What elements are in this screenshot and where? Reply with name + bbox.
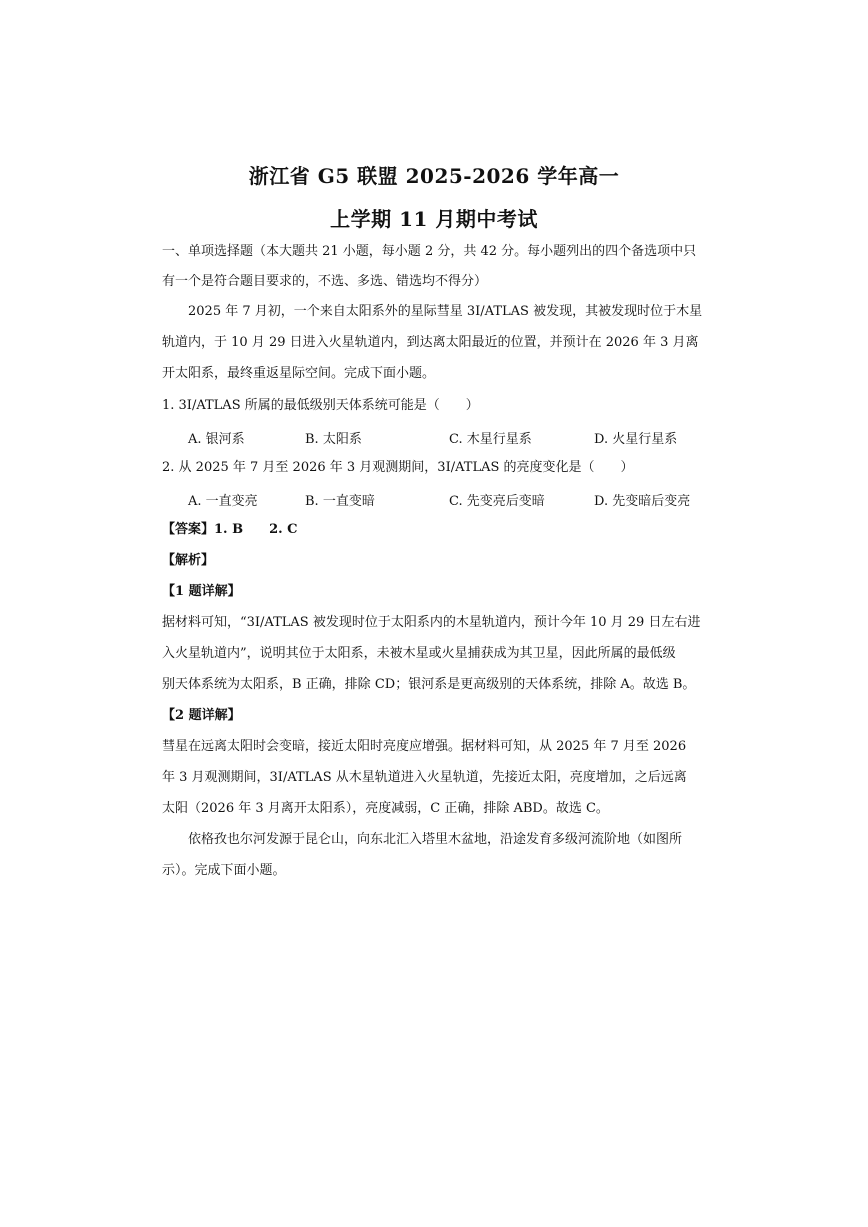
analysis-label: 【解析】 bbox=[162, 553, 215, 568]
section-instruction-line2: 有一个是符合题目要求的，不选、多选、错选均不得分） bbox=[162, 274, 488, 289]
exam-title-line2: 上学期 11 月期中考试 bbox=[330, 207, 538, 231]
material1-line1: 2025 年 7 月初，一个来自太阳系外的星际彗星 3I/ATLAS 被发现，其被发现时位于木星 bbox=[188, 304, 703, 319]
question1-option-a: A. 银河系 bbox=[188, 432, 245, 447]
detail1-line1: 据材料可知，“3I/ATLAS 被发现时位于太阳系内的木星轨道内，预计今年 10 月 29 日左右进 bbox=[162, 615, 701, 630]
detail1-label: 【1 题详解】 bbox=[162, 584, 241, 599]
detail1-line3: 别天体系统为太阳系，B 正确，排除 CD；银河系是更高级别的天体系统，排除 A。故选 B。 bbox=[162, 677, 696, 692]
material1-line3: 开太阳系，最终重返星际空间。完成下面小题。 bbox=[162, 366, 436, 381]
detail2-label: 【2 题详解】 bbox=[162, 708, 241, 723]
detail2-line3: 太阳（2026 年 3 月离开太阳系），亮度减弱，C 正确，排除 ABD。故选 C。 bbox=[162, 801, 609, 816]
question1-stem: 1. 3I/ATLAS 所属的最低级别天体系统可能是（ ） bbox=[162, 398, 479, 413]
question2-option-b: B. 一直变暗 bbox=[305, 494, 375, 509]
section-instruction-line1: 一、单项选择题（本大题共 21 小题，每小题 2 分，共 42 分。每小题列出的四个备选项中只 bbox=[162, 244, 697, 259]
material1-line2: 轨道内，于 10 月 29 日进入火星轨道内，到达离太阳最近的位置，并预计在 2026 年 3 月离 bbox=[162, 335, 699, 350]
question1-option-c: C. 木星行星系 bbox=[449, 432, 532, 447]
material2-line1: 依格孜也尔河发源于昆仑山，向东北汇入塔里木盆地，沿途发育多级河流阶地（如图所 bbox=[188, 832, 683, 847]
question2-stem: 2. 从 2025 年 7 月至 2026 年 3 月观测期间，3I/ATLAS 的亮度变化是（ ） bbox=[162, 460, 634, 475]
question1-option-b: B. 太阳系 bbox=[305, 432, 362, 447]
detail2-line1: 彗星在远离太阳时会变暗，接近太阳时亮度应增强。据材料可知，从 2025 年 7 月至 2026 bbox=[162, 739, 687, 754]
question2-option-a: A. 一直变亮 bbox=[188, 494, 258, 509]
exam-title-line1: 浙江省 G5 联盟 2025-2026 学年高一 bbox=[248, 164, 620, 188]
detail2-line2: 年 3 月观测期间，3I/ATLAS 从木星轨道进入火星轨道，先接近太阳，亮度增加，之后远离 bbox=[162, 770, 687, 785]
question2-option-d: D. 先变暗后变亮 bbox=[594, 494, 691, 509]
material2-line2: 示）。完成下面小题。 bbox=[162, 863, 286, 878]
question1-option-d: D. 火星行星系 bbox=[594, 432, 678, 447]
answer-key: 【答案】1. B 2. C bbox=[162, 522, 298, 537]
question2-option-c: C. 先变亮后变暗 bbox=[449, 494, 545, 509]
detail1-line2: 入火星轨道内”，说明其位于太阳系，未被木星或火星捕获成为其卫星，因此所属的最低级 bbox=[162, 646, 676, 661]
